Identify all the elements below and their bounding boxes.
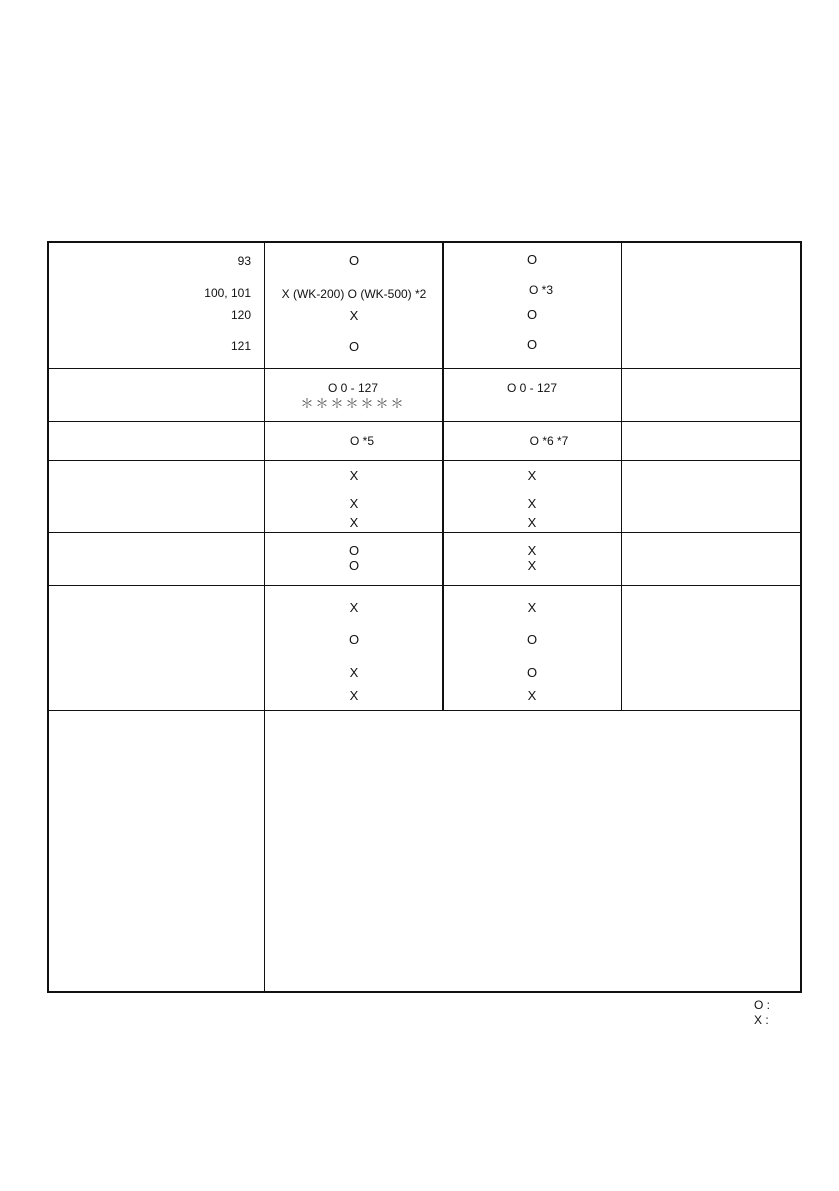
transmitted-value: O bbox=[348, 558, 360, 573]
transmitted-value: X bbox=[349, 688, 359, 703]
transmitted-value: X bbox=[349, 665, 359, 680]
asterisk-row: ＊＊＊＊＊＊＊ bbox=[300, 396, 406, 411]
recognized-value: X bbox=[527, 558, 537, 573]
recognized-value: O *6 *7 bbox=[529, 434, 569, 448]
recognized-value: O 0 - 127 bbox=[506, 381, 558, 395]
control-number-label: 100, 101 bbox=[204, 286, 251, 300]
row-divider bbox=[47, 532, 800, 533]
control-number-label: 120 bbox=[230, 308, 251, 322]
transmitted-value: X (WK-200) O (WK-500) *2 bbox=[281, 287, 427, 301]
transmitted-value: O bbox=[348, 339, 360, 354]
row-divider bbox=[47, 710, 800, 711]
row-divider bbox=[47, 585, 800, 586]
recognized-value: X bbox=[527, 543, 537, 558]
transmitted-value: O bbox=[348, 253, 360, 268]
recognized-value: O bbox=[526, 307, 538, 322]
recognized-value: O bbox=[526, 665, 538, 680]
transmitted-value: O 0 - 127 bbox=[327, 381, 379, 395]
recognized-value: O bbox=[526, 632, 538, 647]
recognized-value: O bbox=[526, 337, 538, 352]
row-divider bbox=[47, 421, 800, 422]
recognized-value: X bbox=[527, 688, 537, 703]
column-divider bbox=[442, 241, 444, 711]
row-divider bbox=[47, 460, 800, 461]
legend-x-symbol: X : bbox=[754, 1013, 769, 1027]
midi-implementation-table bbox=[47, 241, 802, 993]
transmitted-value: X bbox=[349, 600, 359, 615]
transmitted-value: X bbox=[349, 468, 359, 483]
recognized-value: X bbox=[527, 496, 537, 511]
recognized-value: X bbox=[527, 515, 537, 530]
recognized-value: X bbox=[527, 468, 537, 483]
recognized-value: O *3 bbox=[528, 283, 554, 297]
transmitted-value: X bbox=[349, 496, 359, 511]
transmitted-value: O *5 bbox=[349, 434, 375, 448]
recognized-value: X bbox=[527, 600, 537, 615]
transmitted-value: X bbox=[349, 515, 359, 530]
transmitted-value: O bbox=[348, 632, 360, 647]
control-number-label: 121 bbox=[230, 339, 251, 353]
transmitted-value: X bbox=[349, 308, 359, 323]
control-number-label: 93 bbox=[237, 254, 251, 268]
legend-o-symbol: O : bbox=[754, 998, 771, 1012]
column-divider bbox=[264, 241, 265, 991]
recognized-value: O bbox=[526, 252, 538, 267]
row-divider bbox=[47, 368, 800, 369]
column-divider bbox=[621, 241, 622, 711]
transmitted-value: O bbox=[348, 543, 360, 558]
